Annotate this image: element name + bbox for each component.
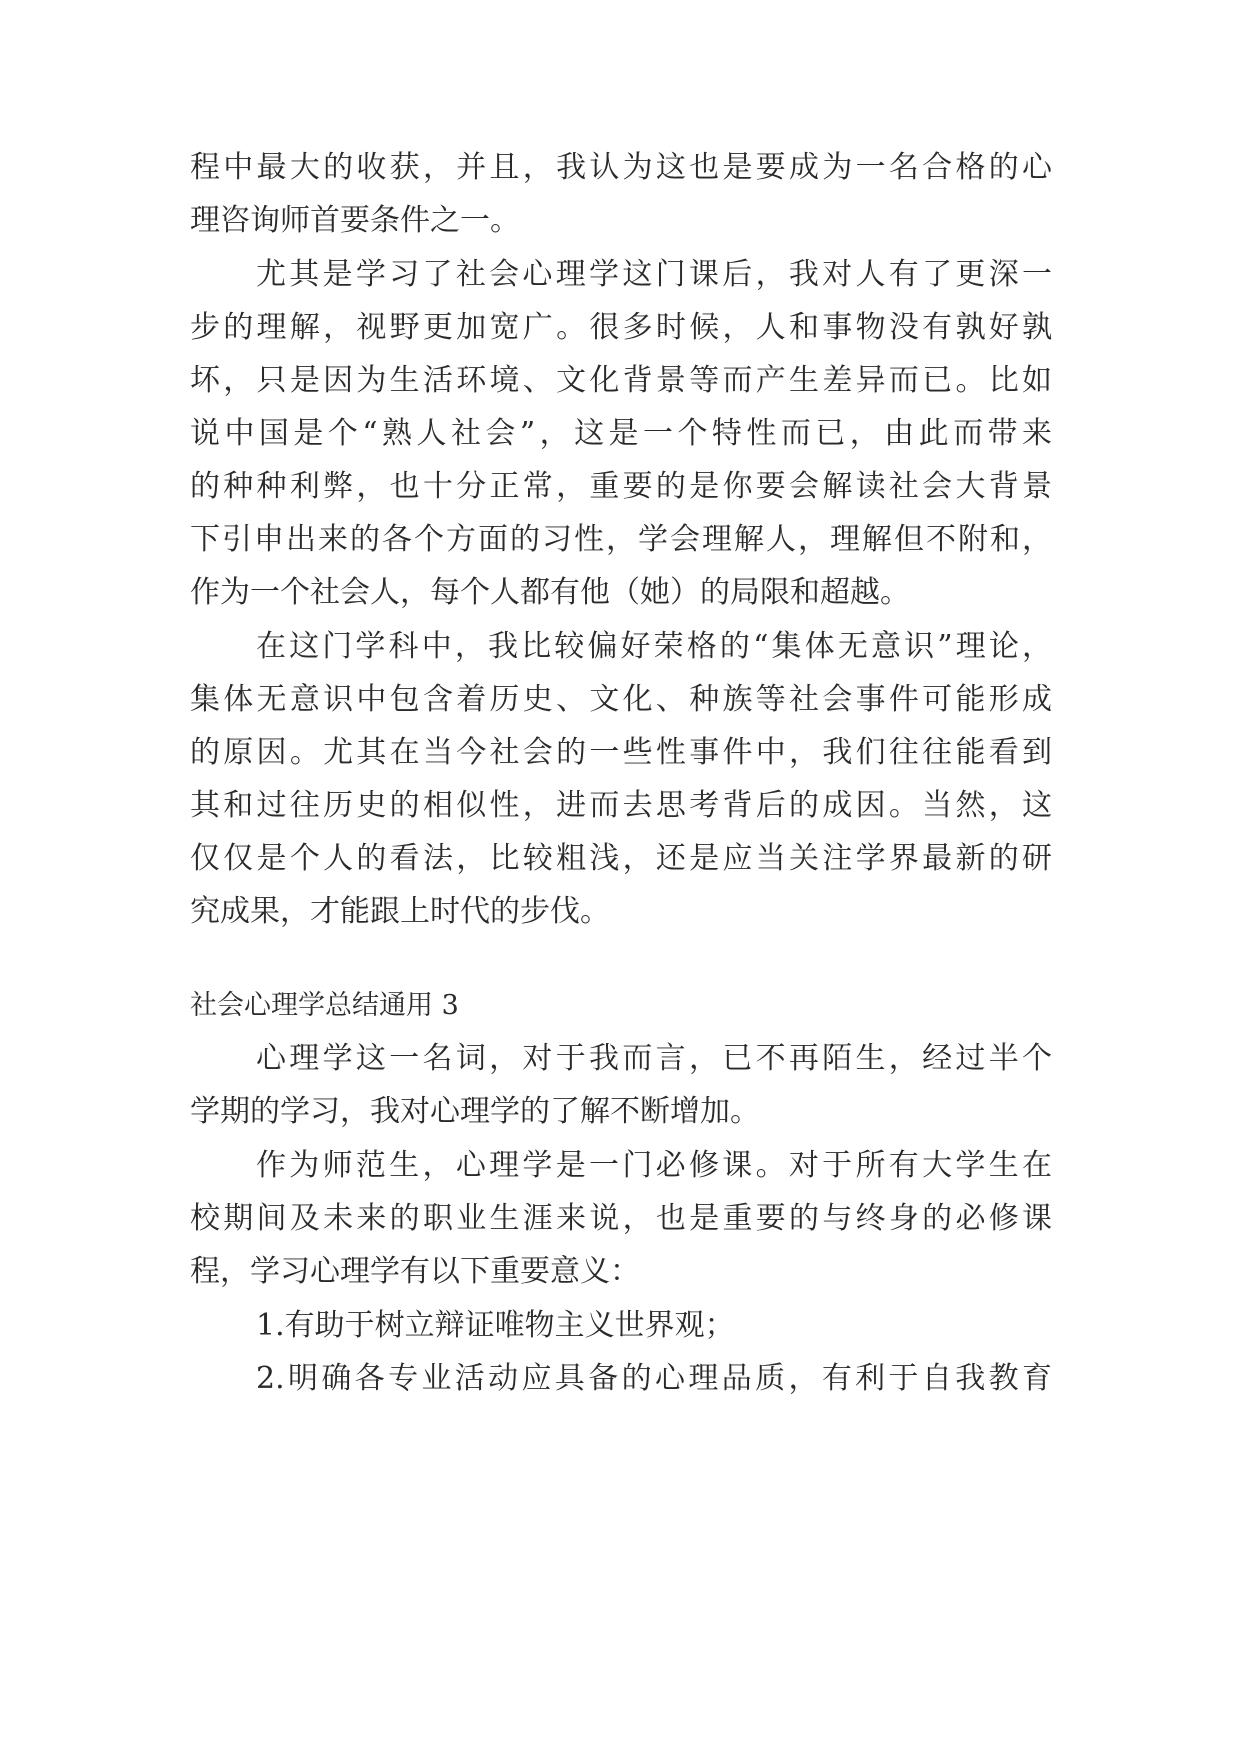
paragraph-line: 心理学这一名词，对于我而言，已不再陌生，经过半个 <box>256 1041 1052 1076</box>
paragraph-line: 的种种利弊，也十分正常，重要的是你要会解读社会大背景 <box>190 469 1052 504</box>
paragraph-line: 校期间及未来的职业生涯来说，也是重要的与终身的必修课 <box>190 1201 1052 1236</box>
paragraph-line: 步的理解，视野更加宽广。很多时候，人和事物没有孰好孰 <box>190 310 1052 345</box>
paragraph-line: 究成果，才能跟上时代的步伐。 <box>190 894 610 929</box>
paragraph-line: 坏，只是因为生活环境、文化背景等而产生差异而已。比如 <box>190 363 1052 398</box>
paragraph-line: 尤其是学习了社会心理学这门课后，我对人有了更深一 <box>256 257 1052 292</box>
list-item: 1.有助于树立辩证唯物主义世界观； <box>256 1308 735 1343</box>
paragraph-line: 其和过往历史的相似性，进而去思考背后的成因。当然，这 <box>190 788 1052 823</box>
paragraph-line: 程，学习心理学有以下重要意义： <box>190 1254 640 1289</box>
list-item: 2.明确各专业活动应具备的心理品质，有利于自我教育 <box>256 1361 1052 1396</box>
paragraph-line: 集体无意识中包含着历史、文化、种族等社会事件可能形成 <box>190 682 1052 717</box>
paragraph-line: 在这门学科中，我比较偏好荣格的“集体无意识”理论， <box>256 629 1052 664</box>
paragraph-line: 下引申出来的各个方面的习性，学会理解人，理解但不附和， <box>190 522 1052 557</box>
section-heading: 社会心理学总结通用 3 <box>190 990 459 1021</box>
paragraph-line: 理咨询师首要条件之一。 <box>190 203 520 238</box>
paragraph-line: 仅仅是个人的看法，比较粗浅，还是应当关注学界最新的研 <box>190 841 1052 876</box>
paragraph-line: 作为一个社会人，每个人都有他（她）的局限和超越。 <box>190 575 910 610</box>
paragraph-line: 程中最大的收获，并且，我认为这也是要成为一名合格的心 <box>190 150 1052 185</box>
paragraph-line: 学期的学习，我对心理学的了解不断增加。 <box>190 1094 760 1129</box>
paragraph-line: 说中国是个“熟人社会”，这是一个特性而已，由此而带来 <box>190 416 1052 451</box>
paragraph-line: 的原因。尤其在当今社会的一些性事件中，我们往往能看到 <box>190 735 1052 770</box>
paragraph-line: 作为师范生，心理学是一门必修课。对于所有大学生在 <box>256 1148 1052 1183</box>
